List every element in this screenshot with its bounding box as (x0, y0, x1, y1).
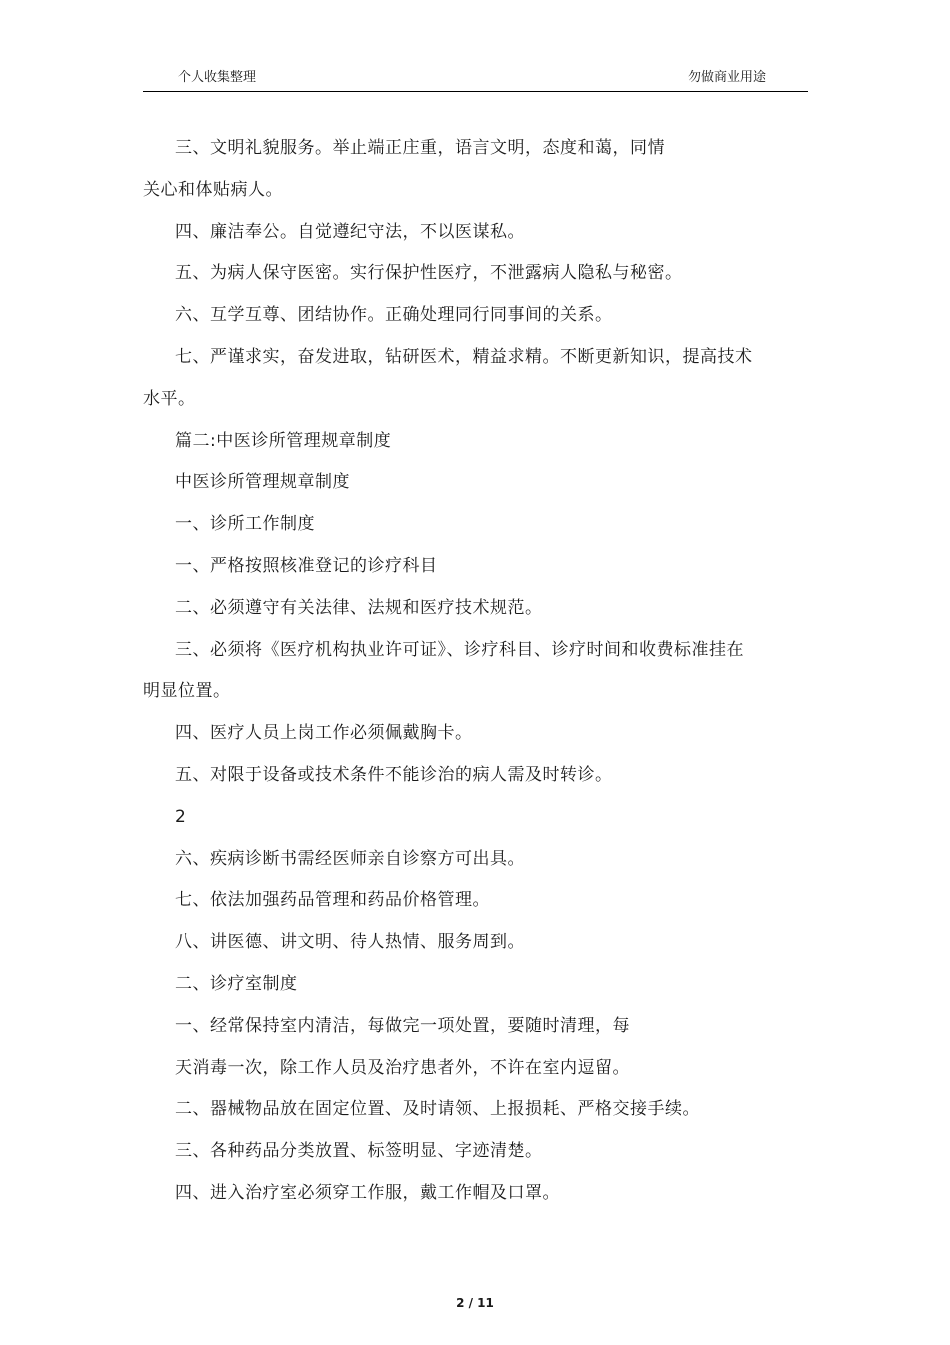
paragraph-line: 六、互学互尊、团结协作。正确处理同行同事间的关系。 (175, 305, 613, 325)
paragraph-line: 二、器械物品放在固定位置、及时请领、上报损耗、严格交接手续。 (175, 1099, 700, 1119)
paragraph-line: 三、文明礼貌服务。举止端正庄重，语言文明，态度和蔼，同情 (175, 138, 665, 158)
page-indicator: 2 / 11 (456, 1296, 494, 1310)
paragraph-line: 七、严谨求实，奋发进取，钻研医术，精益求精。不断更新知识，提高技术 (175, 347, 753, 367)
paragraph-line: 五、为病人保守医密。实行保护性医疗，不泄露病人隐私与秘密。 (175, 263, 683, 283)
header-left-text: 个人收集整理 (178, 70, 257, 85)
paragraph-line: 八、讲医德、讲文明、待人热情、服务周到。 (175, 932, 525, 952)
paragraph-line: 明显位置。 (143, 681, 231, 701)
paragraph-line: 篇二:中医诊所管理规章制度 (175, 431, 392, 451)
paragraph-line: 2 (175, 807, 187, 827)
paragraph-line: 五、对限于设备或技术条件不能诊治的病人需及时转诊。 (175, 765, 613, 785)
paragraph-line: 三、必须将《医疗机构执业许可证》、诊疗科目、诊疗时间和收费标准挂在 (175, 640, 744, 660)
paragraph-line: 二、诊疗室制度 (175, 974, 298, 994)
header-right-text: 勿做商业用途 (687, 70, 766, 85)
paragraph-line: 水平。 (143, 389, 196, 409)
page-header (143, 66, 808, 90)
paragraph-line: 四、进入治疗室必须穿工作服，戴工作帽及口罩。 (175, 1183, 560, 1203)
paragraph-line: 天消毒一次，除工作人员及治疗患者外，不许在室内逗留。 (175, 1058, 630, 1078)
paragraph-line: 七、依法加强药品管理和药品价格管理。 (175, 890, 490, 910)
header-divider (143, 91, 808, 92)
paragraph-line: 四、医疗人员上岗工作必须佩戴胸卡。 (175, 723, 473, 743)
paragraph-line: 一、诊所工作制度 (175, 514, 315, 534)
paragraph-line: 三、各种药品分类放置、标签明显、字迹清楚。 (175, 1141, 543, 1161)
paragraph-line: 一、严格按照核准登记的诊疗科目 (175, 556, 438, 576)
paragraph-line: 关心和体贴病人。 (143, 180, 283, 200)
paragraph-line: 中医诊所管理规章制度 (175, 472, 350, 492)
paragraph-line: 六、疾病诊断书需经医师亲自诊察方可出具。 (175, 849, 525, 869)
paragraph-line: 四、廉洁奉公。自觉遵纪守法，不以医谋私。 (175, 222, 525, 242)
paragraph-line: 一、经常保持室内清洁，每做完一项处置，要随时清理，每 (175, 1016, 630, 1036)
paragraph-line: 二、必须遵守有关法律、法规和医疗技术规范。 (175, 598, 543, 618)
